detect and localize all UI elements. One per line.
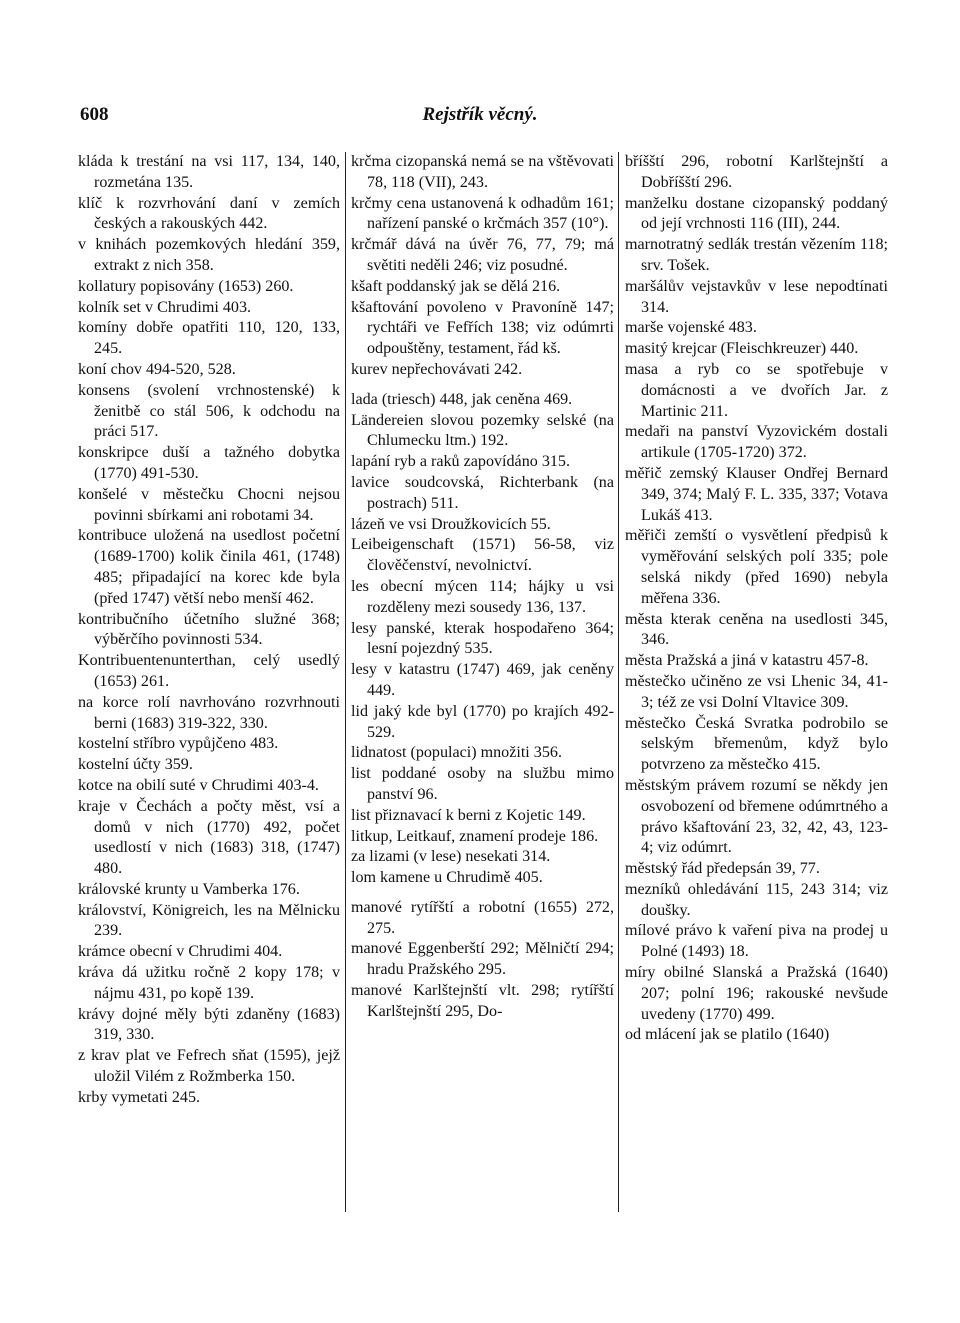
- index-entry: Leibeigenschaft (1571) 56-58, viz člověčenství, nevolnictví.: [351, 536, 614, 575]
- index-entry: města Pražská a jiná v katastru 457-8.: [625, 652, 869, 670]
- index-entry: kontribuce uložená na usedlost početní (1689-1700) kolik činila 461, (1748) 485; připadající na korec kde byla (před 1747) větší nebo menší 462.: [78, 527, 340, 607]
- index-entry: měřič zemský Klauser Ondřej Bernard 349, 374; Malý F. L. 335, 337; Votava Lukáš 413.: [625, 464, 888, 524]
- index-entry: konsens (svolení vrchnostenské) k ženitbě co stál 506, k odchodu na práci 517.: [78, 381, 340, 441]
- index-column-2: [351, 152, 614, 1023]
- index-entry: kraje v Čechách a počty měst, vsí a domů v nich (1770) 492, počet usedlostí v nich (1683) 318, (1747) 480.: [78, 797, 340, 878]
- index-entry: míry obilné Slanská a Pražská (1640) 207; polní 196; rakouské nevšude uvedeny (1770) 499.: [625, 964, 888, 1023]
- index-entry: konšelé v městečku Chocni nejsou povinni sbírkami ani robotami 34.: [78, 485, 340, 524]
- index-entry: manové Eggenberští 292; Mělničtí 294; hradu Pražského 295.: [351, 940, 614, 979]
- index-entry: klíč k rozvrhování daní v zemích českých a rakouských 442.: [78, 194, 340, 233]
- index-entry: kurev nepřechovávati 242.: [351, 360, 523, 378]
- index-entry: městečko učiněno ze vsi Lhenic 34, 41-3; též ze vsi Dolní Vltavice 309.: [625, 672, 888, 711]
- index-entry: kollatury popisovány (1653) 260.: [78, 277, 294, 295]
- index-entry: Ländereien slovou pozemky selské (na Chlumecku ltm.) 192.: [351, 411, 614, 450]
- index-entry: z krav plat ve Fefrech sňat (1595), jejž uložil Vilém z Rožmberka 150.: [78, 1047, 340, 1086]
- index-entry: lavice soudcovská, Richterbank (na postrach) 511.: [351, 473, 614, 512]
- index-entry: kotce na obilí suté v Chrudimi 403-4.: [78, 776, 319, 794]
- index-entry: krávy dojné měly býti zdaněny (1683) 319, 330.: [78, 1005, 340, 1044]
- index-entry: Kontribuentenunterthan, celý usedlý (1653) 261.: [78, 652, 340, 690]
- index-entry: mezníků ohledávání 115, 243 314; viz doušky.: [625, 880, 888, 919]
- index-entry: maršálův vejstavkův v lese nepodtínati 314.: [625, 277, 888, 316]
- page-number: 608: [80, 104, 109, 125]
- index-entry: krčmář dává na úvěr 76, 77, 79; má světiti neděli 246; viz posudné.: [351, 236, 614, 274]
- index-entry: lada (triesch) 448, jak ceněna 469.: [351, 390, 573, 408]
- index-entry: manové rytířští a robotní (1655) 272, 275.: [351, 898, 614, 937]
- index-entry: list přiznavací k berni z Kojetic 149.: [351, 806, 586, 824]
- index-entry: měřiči zemští o vysvětlení předpisů k vyměřování selských polí 335; pole selská nikdy (před 1690) nebyla měřena 336.: [625, 527, 888, 607]
- column-divider: [618, 152, 619, 1212]
- index-entry: městečko Česká Svratka podrobilo se selským břemenům, když bylo potvrzeno za městečko 415.: [625, 714, 888, 774]
- index-entry: marnotratný sedlák trestán vězením 118; srv. Tošek.: [625, 236, 888, 274]
- index-entry: lázeň ve vsi Droužkovicích 55.: [351, 515, 551, 533]
- index-entry: lidnatost (populaci) množiti 356.: [351, 744, 562, 762]
- index-entry: lid jaký kde byl (1770) po krajích 492-529.: [351, 702, 614, 741]
- index-entry: list poddané osoby na službu mimo panství 96.: [351, 765, 614, 803]
- index-entry: v knihách pozemkových hledání 359, extrakt z nich 358.: [78, 236, 340, 274]
- index-entry: města kterak ceněna na usedlosti 345, 346.: [625, 610, 888, 649]
- index-entry: od mlácení jak se platilo (1640): [625, 1026, 830, 1044]
- index-entry: království, Königreich, les na Mělnicku 239.: [78, 901, 340, 940]
- index-entry: krčmy cena ustanovená k odhadům 161; nařízení panské o krčmách 357 (10°).: [351, 194, 614, 233]
- index-entry: krby vymetati 245.: [78, 1088, 201, 1106]
- index-entry: krámce obecní v Chrudimi 404.: [78, 943, 283, 961]
- index-entry: les obecní mýcen 114; hájky u vsi rozděleny mezi sousedy 136, 137.: [351, 577, 614, 616]
- index-entry: lom kamene u Chrudimě 405.: [351, 869, 543, 887]
- index-entry: masa a ryb co se spotřebuje v domácnosti a ve dvořích Jar. z Martinic 211.: [625, 360, 888, 420]
- index-entry: kšaft poddanský jak se dělá 216.: [351, 277, 561, 295]
- index-entry: královské krunty u Vamberka 176.: [78, 880, 300, 898]
- index-entry: na korce rolí navrhováno rozvrhnouti berni (1683) 319-322, 330.: [78, 693, 340, 732]
- index-entry: kostelní stříbro vypůjčeno 483.: [78, 735, 279, 753]
- index-entry: městským právem rozumí se někdy jen osvobození od břemene odúmrtného a právo kšaftování 23, 32, 42, 43, 123-4; viz odúmrt.: [625, 776, 888, 857]
- index-entry: městský řád předepsán 39, 77.: [625, 860, 820, 878]
- index-entry: litkup, Leitkauf, znamení prodeje 186.: [351, 827, 599, 845]
- index-entry: za lizami (v lese) nesekati 314.: [351, 848, 551, 866]
- index-column-3: [625, 152, 888, 1046]
- index-entry: komíny dobře opatřiti 110, 120, 133, 245.: [78, 319, 340, 358]
- index-entry: koní chov 494-520, 528.: [78, 360, 236, 378]
- index-entry: kšaftování povoleno v Pravoníně 147; rychtáři ve Fefřích 138; viz odúmrti odpouštěny, testament, řád kš.: [351, 298, 614, 358]
- index-entry: kostelní účty 359.: [78, 756, 193, 774]
- index-entry: lapání ryb a raků zapovídáno 315.: [351, 453, 570, 471]
- index-entry: lesy v katastru (1747) 469, jak ceněny 449.: [351, 661, 614, 699]
- index-entry: krčma cizopanská nemá se na vštěvovati 78, 118 (VII), 243.: [351, 153, 614, 191]
- index-entry: manové Karlštejnští vlt. 298; rytířští Karlštejnští 295, Do-: [351, 982, 614, 1020]
- page-header: [0, 104, 960, 134]
- index-entry: konskripce duší a tažného dobytka (1770) 491-530.: [78, 444, 340, 482]
- index-entry: kláda k trestání na vsi 117, 134, 140, rozmetána 135.: [78, 153, 340, 191]
- index-entry: kontribučního účetního služné 368; výběrčího povinnosti 534.: [78, 610, 340, 649]
- index-entry: manželku dostane cizopanský poddaný od její vrchnosti 116 (III), 244.: [625, 194, 888, 233]
- index-column-1: [78, 152, 340, 1109]
- running-title: Rejstřík věcný.: [422, 104, 538, 125]
- index-entry: mílové právo k vaření piva na prodej u Polné (1493) 18.: [625, 922, 888, 961]
- column-divider: [345, 152, 346, 1212]
- index-entry: medaři na panství Vyzovickém dostali artikule (1705-1720) 372.: [625, 423, 888, 462]
- index-entry: kráva dá užitku ročně 2 kopy 178; v nájmu 431, po kopě 139.: [78, 964, 340, 1002]
- index-entry: masitý krejcar (Fleischkreuzer) 440.: [625, 340, 859, 358]
- index-entry: lesy panské, kterak hospodařeno 364; lesní pojezdný 535.: [351, 619, 614, 658]
- index-entry: bříšští 296, robotní Karlštejnští a Dobříšští 296.: [625, 153, 888, 191]
- index-entry: kolník set v Chrudimi 403.: [78, 298, 252, 316]
- index-entry: marše vojenské 483.: [625, 319, 757, 337]
